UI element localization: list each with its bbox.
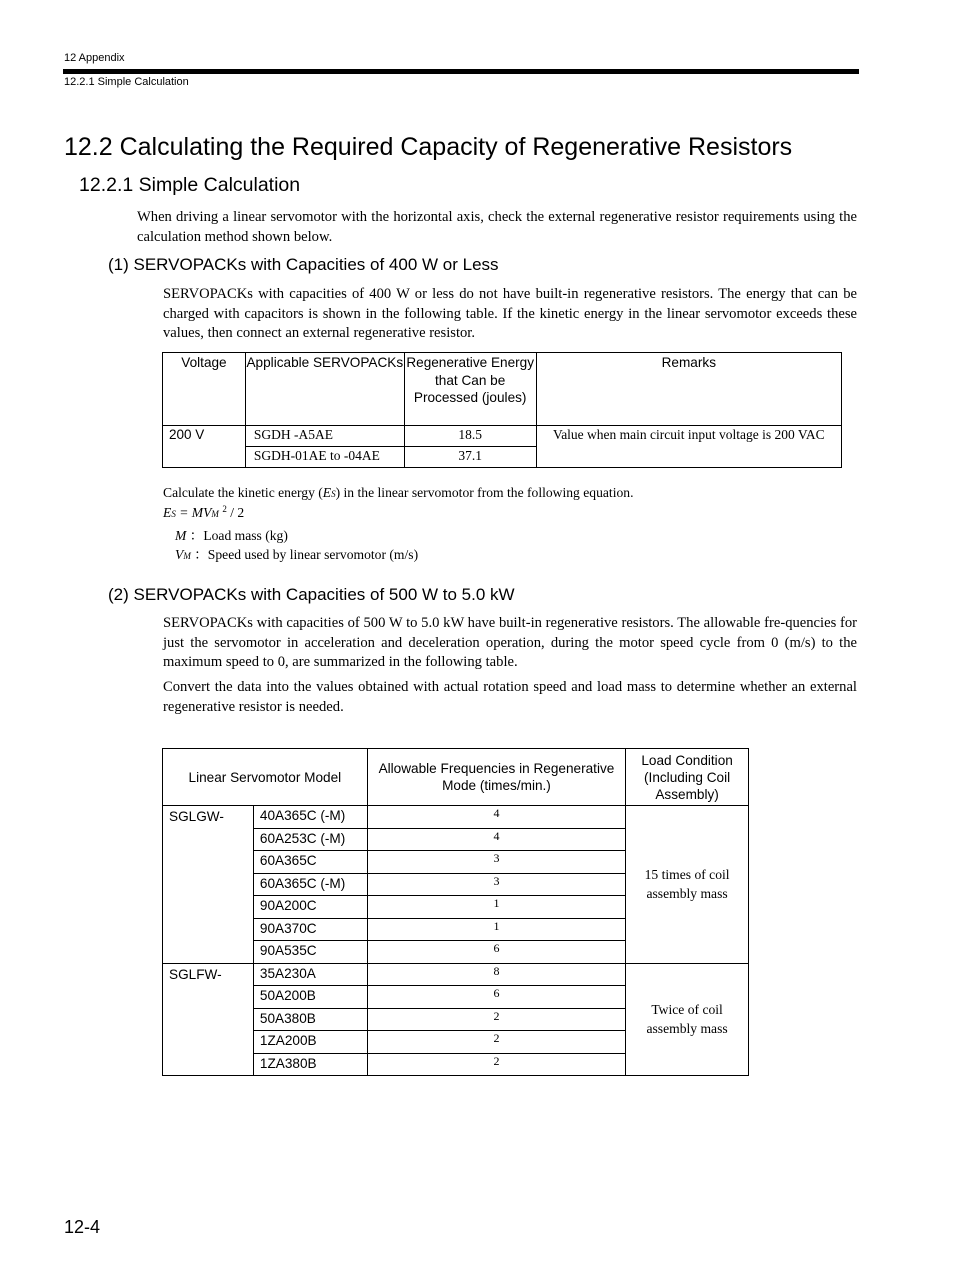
energy-cell: 37.1 xyxy=(404,447,536,468)
frequency-cell: 6 xyxy=(367,941,625,964)
model-cell: 60A365C xyxy=(253,851,367,874)
frequency-cell: 1 xyxy=(367,896,625,919)
section-title: 12.2 Calculating the Required Capacity of Regenerative Resistors xyxy=(64,133,793,161)
kinetic-energy-formula: ES = MVM $^2$ / 2 xyxy=(163,504,245,520)
model-cell: 35A230A xyxy=(253,963,367,986)
model-cell: 90A200C xyxy=(253,896,367,919)
header-load-condition: Load Condition (Including Coil Assembly) xyxy=(626,749,749,806)
header-frequency: Allowable Frequencies in Regenerative Mode (times/min.) xyxy=(367,749,625,806)
header-voltage: Voltage xyxy=(163,353,246,426)
allowable-frequency-table xyxy=(162,748,749,1076)
table-header-row xyxy=(163,353,842,426)
running-header-section: 12.2.1 Simple Calculation xyxy=(64,76,189,88)
paragraph-500w-1: SERVOPACKs with capacities of 500 W to 5.0 kW have built-in regenerative resistors. The allowable fre-quencies for just the servomotor in acceleration and deceleration operation, during the motor speed cycle from 0 (m/s) to the maximum speed to 0, are summarized in the following table. xyxy=(163,615,857,670)
header-servopacks: Applicable SERVOPACKs xyxy=(245,353,404,426)
running-header-chapter: 12 Appendix xyxy=(64,52,125,64)
frequency-cell: 4 xyxy=(367,828,625,851)
frequency-cell: 2 xyxy=(367,1031,625,1054)
frequency-cell: 6 xyxy=(367,986,625,1009)
intro-paragraph: When driving a linear servomotor with the horizontal axis, check the external regenerative resistor requirements using the calculation method shown below. xyxy=(137,209,857,245)
frequency-cell: 3 xyxy=(367,851,625,874)
energy-cell: 18.5 xyxy=(404,426,536,447)
header-model: Linear Servomotor Model xyxy=(163,749,368,806)
model-cell: 1ZA200B xyxy=(253,1031,367,1054)
page-number: 12-4 xyxy=(64,1217,101,1237)
heading-500w-5kw: (2) SERVOPACKs with Capacities of 500 W to 5.0 kW xyxy=(108,585,515,604)
frequency-cell: 8 xyxy=(367,963,625,986)
series-cell: SGLGW- xyxy=(163,806,254,964)
model-cell: 60A253C (-M) xyxy=(253,828,367,851)
frequency-cell: 1 xyxy=(367,918,625,941)
frequency-cell: 2 xyxy=(367,1053,625,1076)
equation-intro: Calculate the kinetic energy (ES) in the linear servomotor from the following equation. xyxy=(163,485,634,500)
model-cell: 90A535C xyxy=(253,941,367,964)
heading-400w: (1) SERVOPACKs with Capacities of 400 W or Less xyxy=(108,255,499,274)
model-cell: 60A365C (-M) xyxy=(253,873,367,896)
header-energy: Regenerative Energy that Can be Processed (joules) xyxy=(404,353,536,426)
model-cell: 50A200B xyxy=(253,986,367,1009)
header-rule xyxy=(63,69,859,74)
frequency-cell: 4 xyxy=(367,806,625,829)
capacitor-energy-table xyxy=(162,352,842,468)
load-condition-cell: 15 times of coil assembly mass xyxy=(626,806,749,964)
frequency-cell: 2 xyxy=(367,1008,625,1031)
table-row xyxy=(163,426,842,447)
paragraph-500w-2: Convert the data into the values obtained with actual rotation speed and load mass to determine whether an external regenerative resistor is needed. xyxy=(163,679,857,715)
table-header-row xyxy=(163,749,749,806)
model-cell: 1ZA380B xyxy=(253,1053,367,1076)
model-cell: 40A365C (-M) xyxy=(253,806,367,829)
header-remarks: Remarks xyxy=(536,353,841,426)
model-cell: SGDH -A5AE xyxy=(245,426,404,447)
model-cell: SGDH-01AE to -04AE xyxy=(245,447,404,468)
variable-vm-definition: VM ：Speed used by linear servomotor (m/s) xyxy=(175,547,419,562)
table-row xyxy=(163,806,749,829)
table-row xyxy=(163,963,749,986)
paragraph-400w: SERVOPACKs with capacities of 400 W or less do not have built-in regenerative resistors. The energy that can be charged with capacitors is shown in the following table. If the kinetic energy in the linear servomotor exceeds these values, then connect an external regenerative resistor. xyxy=(163,286,857,341)
frequency-cell: 3 xyxy=(367,873,625,896)
subsection-title: 12.2.1 Simple Calculation xyxy=(79,174,301,196)
remarks-cell: Value when main circuit input voltage is 200 VAC xyxy=(536,426,841,468)
load-condition-cell: Twice of coil assembly mass xyxy=(626,963,749,1076)
model-cell: 90A370C xyxy=(253,918,367,941)
voltage-cell: 200 V xyxy=(163,426,246,468)
model-cell: 50A380B xyxy=(253,1008,367,1031)
variable-m-definition: M ：Load mass (kg) xyxy=(175,528,288,543)
series-cell: SGLFW- xyxy=(163,963,254,1076)
